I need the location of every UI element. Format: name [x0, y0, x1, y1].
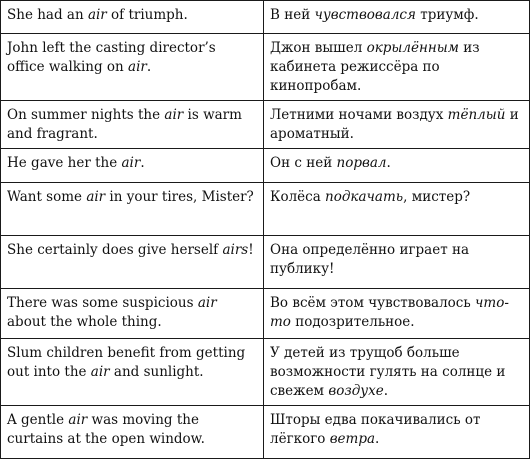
sentence-text: триумф. [415, 7, 479, 23]
russian-translation-cell [264, 149, 530, 183]
sentence-text: подозрительное. [290, 314, 415, 330]
highlighted-word: air [68, 412, 88, 428]
sentence-text: Она определённо играет на публику! [270, 242, 469, 277]
sentence-text: Slum children benefit from getting out into the [7, 345, 246, 380]
table-row [1, 101, 530, 149]
sentence-text: He gave her the [7, 155, 122, 171]
sentence-text: . [375, 431, 380, 447]
sentence-text: и ароматный. [270, 107, 519, 142]
sentence-text: She had an [7, 7, 88, 23]
english-sentence-cell [1, 101, 264, 149]
sentence-text: was moving the curtains at the open window. [7, 412, 205, 447]
highlighted-word: воздухе [328, 383, 384, 399]
table-row [1, 34, 530, 101]
sentence-text: Во всём этом чувствовалось [270, 295, 476, 311]
table-row [1, 236, 530, 289]
sentence-text: Летними ночами воздух [270, 107, 448, 123]
table-row [1, 406, 530, 459]
highlighted-word: чувствовался [314, 7, 416, 23]
highlighted-word: порвал [336, 155, 387, 171]
sentence-text: . [146, 59, 152, 75]
english-sentence-cell [1, 339, 264, 406]
table-row [1, 1, 530, 34]
translation-table-body [1, 1, 530, 459]
russian-translation-cell [264, 236, 530, 289]
highlighted-word: что-то [270, 295, 509, 330]
russian-translation-cell [264, 34, 530, 101]
russian-translation-cell [264, 1, 530, 34]
highlighted-word: air [87, 7, 107, 23]
english-sentence-cell [1, 34, 264, 101]
table-row [1, 149, 530, 183]
russian-translation-cell [264, 289, 530, 339]
sentence-text: John left the casting director’s office walking on [7, 40, 216, 75]
sentence-text: On summer nights the [7, 107, 165, 123]
sentence-text: Он с ней [270, 155, 337, 171]
table-row [1, 289, 530, 339]
sentence-text: is warm and fragrant. [7, 107, 242, 142]
highlighted-word: air [128, 59, 147, 75]
sentence-text: ! [248, 242, 254, 258]
sentence-text: Джон вышел [270, 40, 367, 56]
sentence-text: из кабинета режиссёра по кинопробам. [270, 40, 480, 94]
english-sentence-cell [1, 406, 264, 459]
sentence-text: Шторы едва покачивались от лёгкого [270, 412, 481, 447]
highlighted-word: ветра [329, 431, 376, 447]
english-sentence-cell [1, 183, 264, 236]
sentence-text: and sunlight. [109, 364, 204, 380]
table-row [1, 339, 530, 406]
highlighted-word: подкачать [325, 189, 404, 205]
highlighted-word: тёплый [447, 107, 506, 123]
sentence-text: about the whole thing. [7, 314, 162, 330]
sentence-text: She certainly does give herself [7, 242, 223, 258]
russian-translation-cell [264, 406, 530, 459]
sentence-text: Want some [7, 189, 87, 205]
sentence-text: . [383, 383, 388, 399]
sentence-text: В ней [270, 7, 315, 23]
russian-translation-cell [264, 101, 530, 149]
highlighted-word: air [86, 189, 106, 205]
highlighted-word: air [197, 295, 217, 311]
table-row [1, 183, 530, 236]
sentence-text: in your tires, Mister? [105, 189, 254, 205]
english-sentence-cell [1, 149, 264, 183]
english-sentence-cell [1, 289, 264, 339]
sentence-text: of triumph. [106, 7, 188, 23]
sentence-text: Колёса [270, 189, 326, 205]
english-sentence-cell [1, 1, 264, 34]
highlighted-word: air [90, 364, 110, 380]
russian-translation-cell [264, 339, 530, 406]
english-sentence-cell [1, 236, 264, 289]
russian-translation-cell [264, 183, 530, 236]
sentence-text: A gentle [7, 412, 69, 428]
highlighted-word: airs [222, 242, 249, 258]
sentence-text: , мистер? [403, 189, 471, 205]
sentence-text: . [386, 155, 391, 171]
highlighted-word: air [164, 107, 184, 123]
sentence-text: У детей из трущоб больше возможности гулять на солнце и свежем [270, 345, 506, 399]
highlighted-word: air [121, 155, 141, 171]
sentence-text: . [140, 155, 145, 171]
highlighted-word: окрылённым [366, 40, 459, 56]
sentence-text: There was some suspicious [7, 295, 198, 311]
